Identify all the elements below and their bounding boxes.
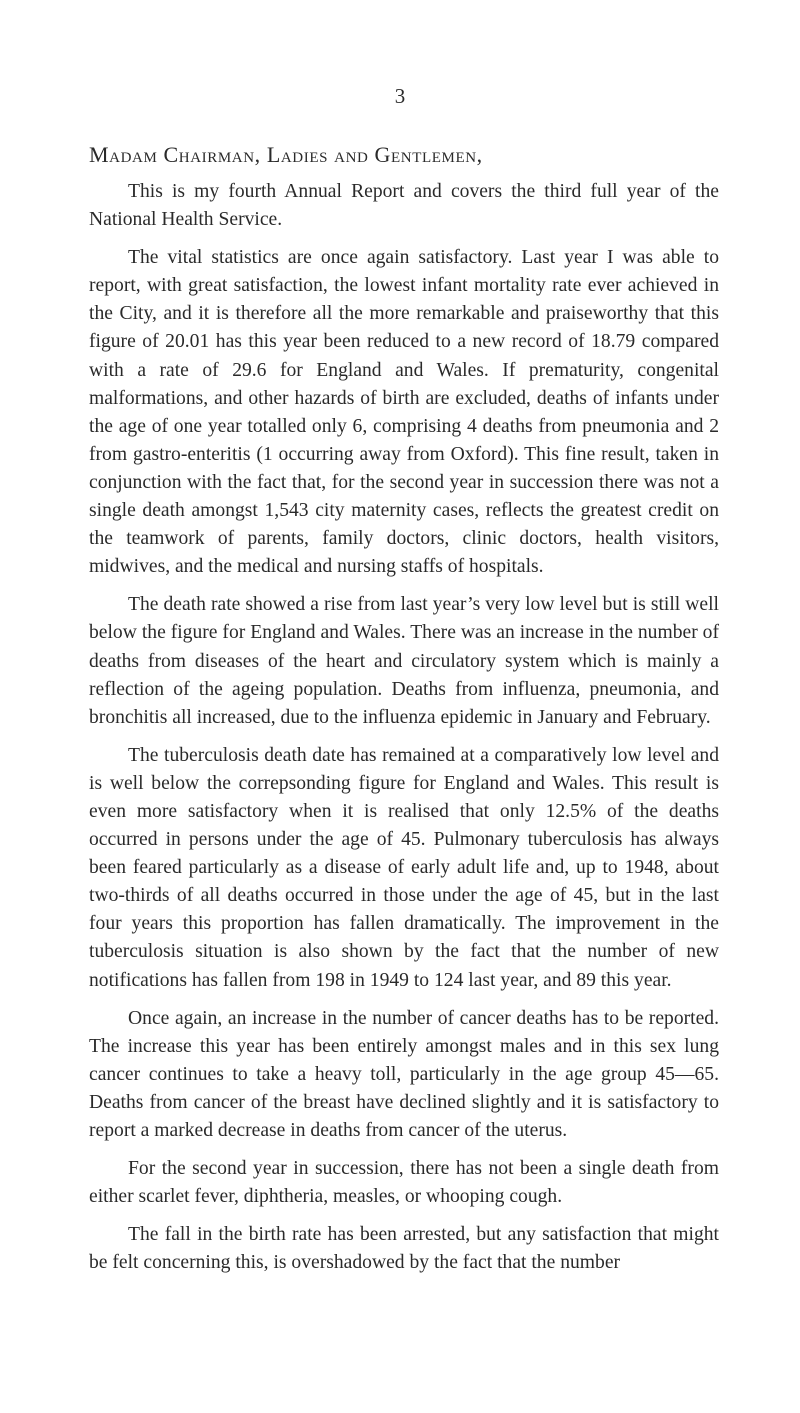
paragraph-cancer: Once again, an increase in the number of cancer deaths has to be reported. The increase this year has been entirely amongst males and in this sex lung cancer continues to take a heavy toll, particularly in the age group 45—65. Deaths from cancer of the breast have declined slightly and it is satisfactory to report a marked decrease in deaths from cancer of the uterus. xyxy=(89,1007,719,1141)
paragraph-tuberculosis: The tuberculosis death date has remained at a comparatively low level and is well below the correpsonding figure for England and Wales. This result is even more satisfactory when it is realised that only 12.5% of the deaths occurred in persons under the age of 45. Pulmonary tuberculosis has always been feared particularly as a disease of early adult life and, up to 1948, about two-thirds of all deaths occurred in those under the age of 45, but in the last four years this proportion has fallen dramatically. The improvement in the tuberculosis situation is also shown by the fact that the number of new notifications has fallen from 198 in 1949 to 124 last year, and 89 this year. xyxy=(89,744,719,991)
page-number: 3 xyxy=(394,84,406,108)
paragraph-service-year: This is my fourth Annual Report and covers the third full year of the National Health Service. xyxy=(89,181,719,231)
paragraph-infectious-diseases: For the second year in succession, there has not been a single death from either scarlet fever, diphtheria, measles, or whooping cough. xyxy=(89,1158,719,1208)
paragraph-infant-mortality: The vital statistics are once again satisfactory. Last year I was able to report, with great satisfaction, the lowest infant mortality rate ever achieved in the City, and it is therefore all the more remarkable and praiseworthy that this figure of 20.01 has this year been reduced to a new record of 18.79 compared with a rate of 29.6 for England and Wales. If prematurity, congenital malformations, and other hazards of birth are excluded, deaths of infants under the age of one year totalled only 6, comprising 4 deaths from pneumonia and 2 from gastro-enteritis (1 occurring away from Oxford). This fine result, taken in conjunction with the fact that, for the second year in succession there was not a single death amongst 1,543 city maternity cases, reflects the greatest credit on the teamwork of parents, family doctors, clinic doctors, health visitors, midwives, and the medical and nursing staffs of hospitals. xyxy=(89,247,719,578)
salutation: Madam Chairman, Ladies and Gentlemen, xyxy=(89,142,483,167)
report-body xyxy=(89,140,719,1287)
paragraph-death-rate: The death rate showed a rise from last year’s very low level but is still well below the figure for England and Wales. There was an increase in the number of deaths from diseases of the heart and circulatory system which is mainly a reflection of the ageing population. Deaths from influenza, pneumonia, and bronchitis all increased, due to the influenza epidemic in January and February. xyxy=(89,594,719,728)
paragraph-birth-rate: The fall in the birth rate has been arrested, but any satisfaction that might be felt concerning this, is overshadowed by the fact that the number xyxy=(89,1224,719,1274)
